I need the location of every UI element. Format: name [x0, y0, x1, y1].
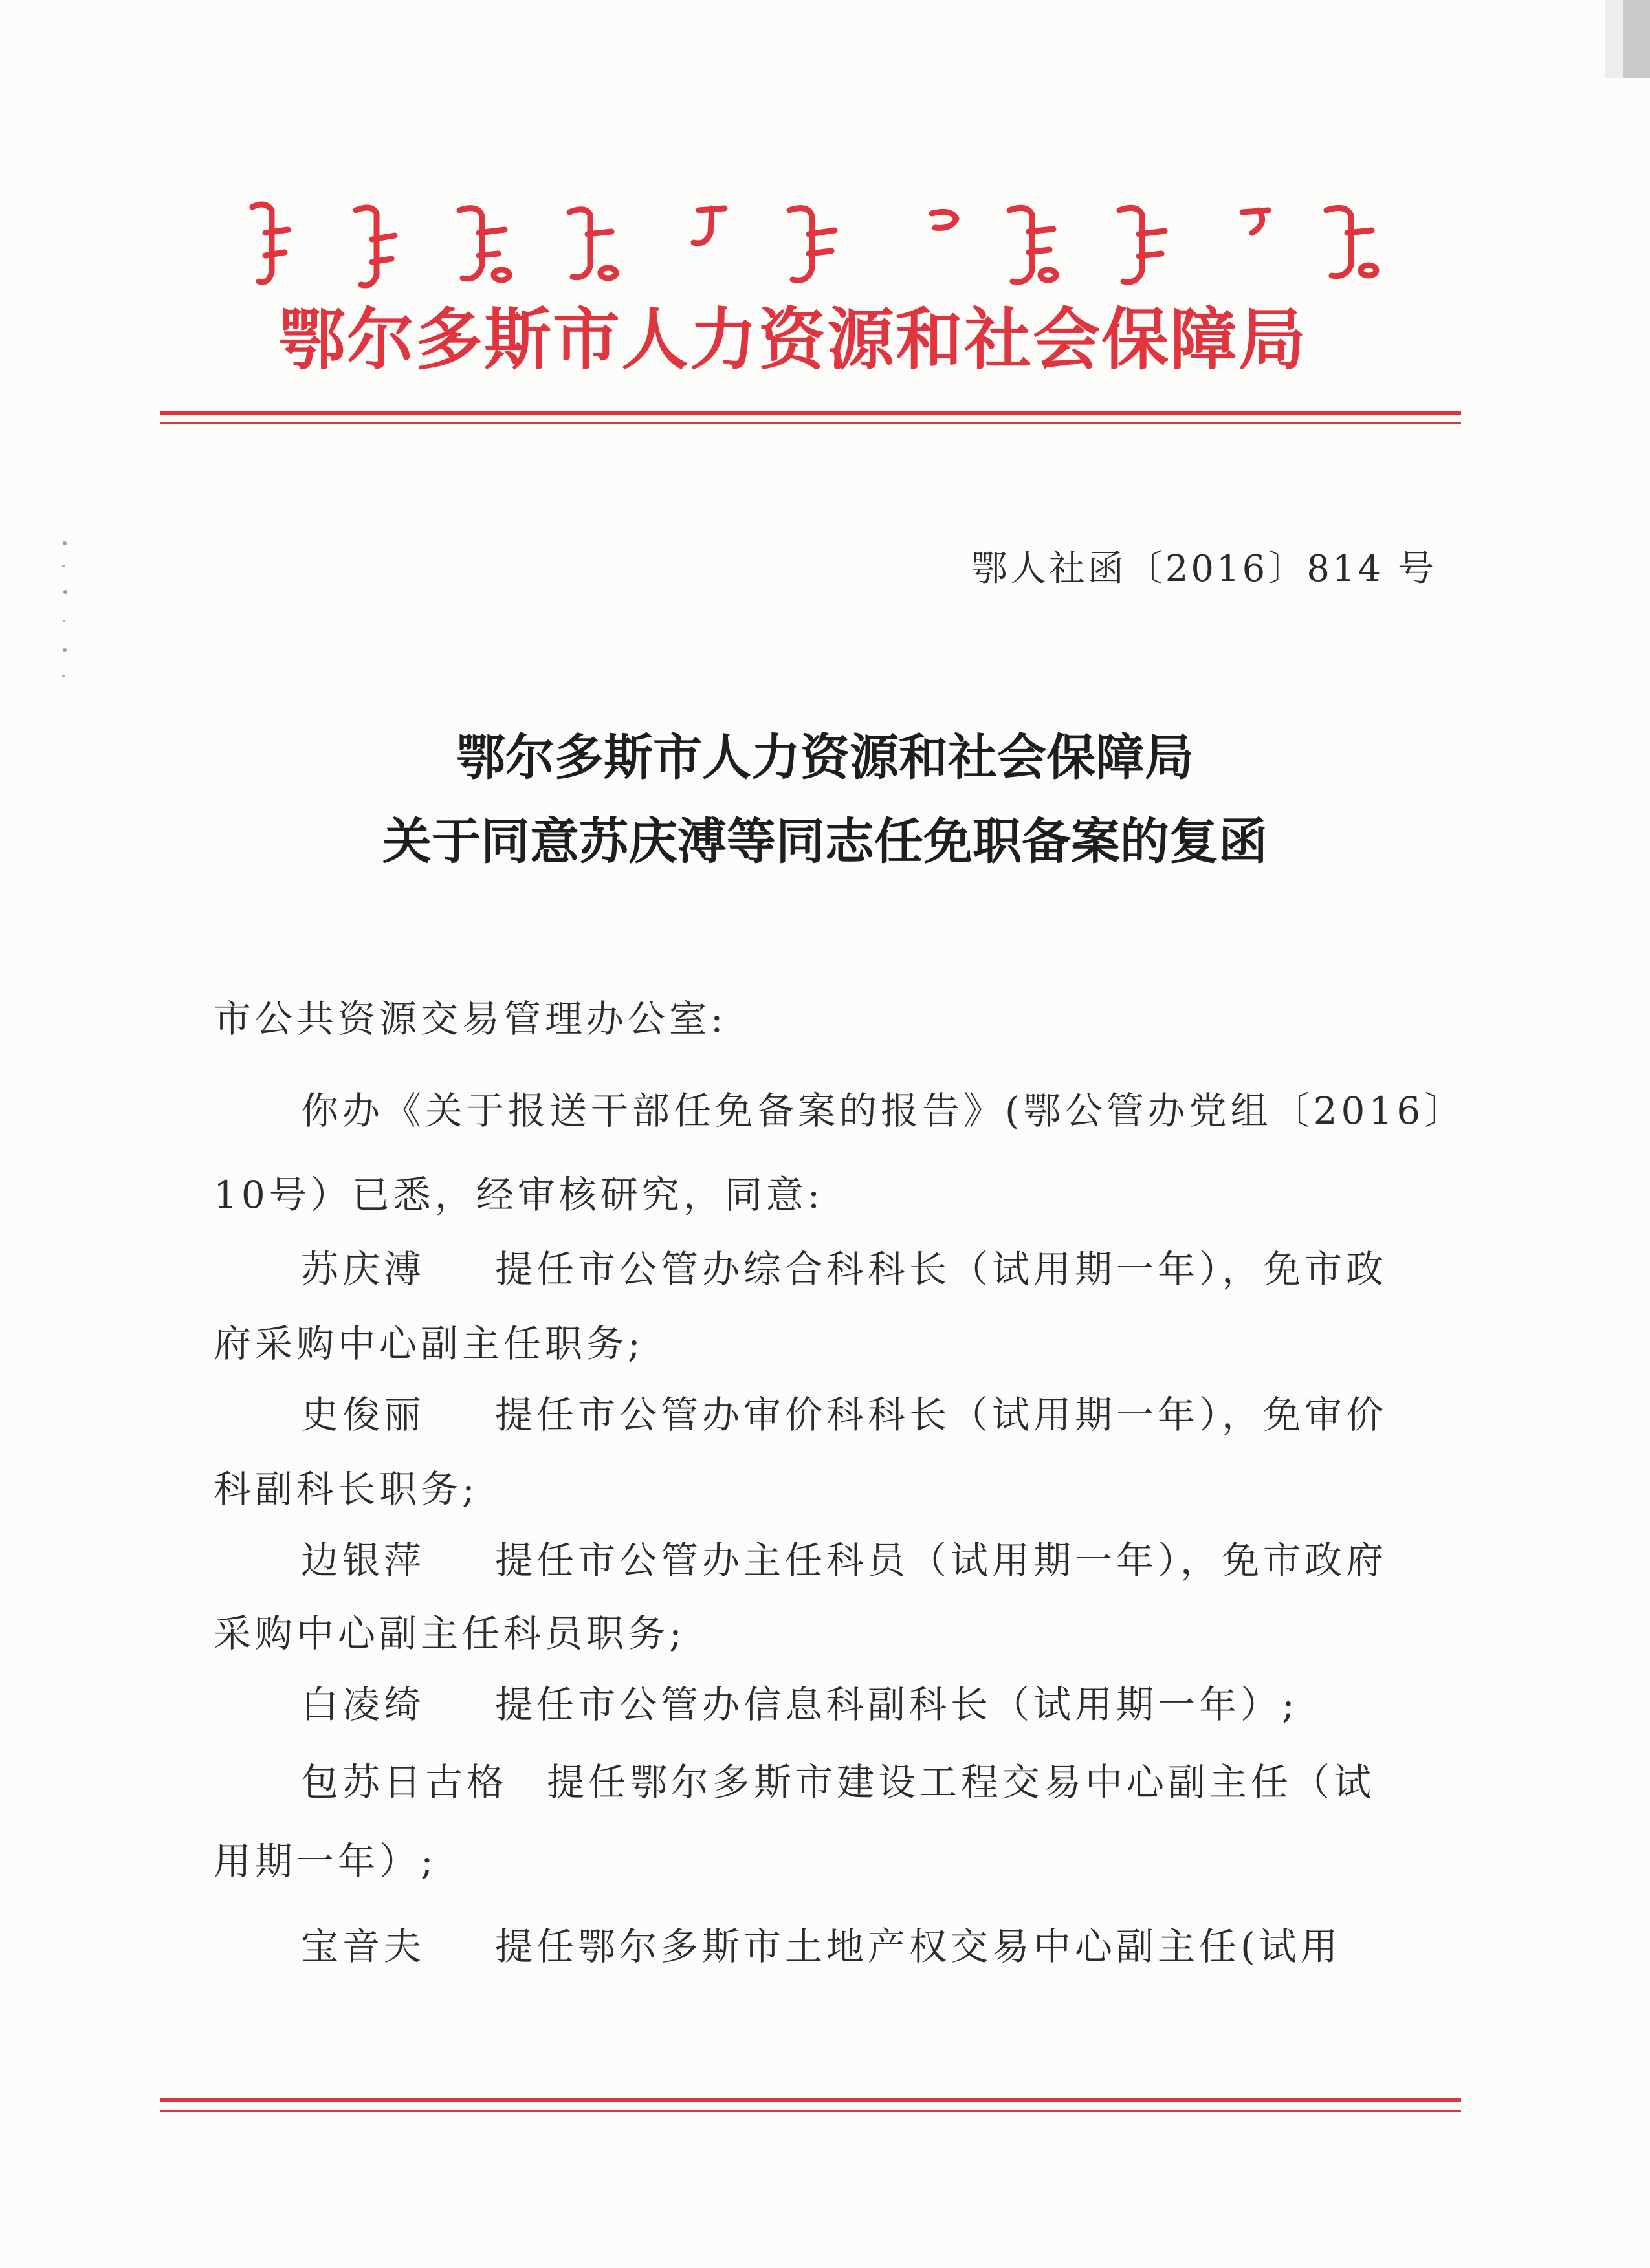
appointment-text-continued: 府采购中心副主任职务; — [214, 1322, 644, 1366]
appointee-name: 白凌绮 — [301, 1683, 426, 1727]
mongolian-script-header — [233, 194, 1411, 298]
document-number: 鄂人社函〔2016〕814 号 — [971, 548, 1436, 590]
document-title-line-1: 鄂尔多斯市人力资源和社会保障局 — [456, 728, 1194, 786]
appointment-text: 提任鄂尔多斯市土地产权交易中心副主任(试用 — [495, 1925, 1342, 1968]
document-title-line-2: 关于同意苏庆溥等同志任免职备案的复函 — [382, 812, 1268, 870]
appointment-text: 提任鄂尔多斯市建设工程交易中心副主任（试 — [547, 1760, 1376, 1804]
agency-header-name: 鄂尔多斯市人力资源和社会保障局 — [278, 300, 1307, 379]
appointment-item — [301, 1239, 1387, 1293]
appointment-item — [301, 1674, 1299, 1728]
appointment-item — [301, 1916, 1342, 1970]
intro-line-2: 10号）已悉，经审核研究，同意: — [214, 1173, 824, 1217]
appointment-item — [301, 1530, 1387, 1584]
appointee-name: 苏庆溥 — [301, 1247, 426, 1291]
appointee-name: 史俊丽 — [301, 1393, 426, 1437]
appointment-item — [301, 1384, 1387, 1439]
header-red-rule-thin — [160, 422, 1461, 424]
scan-edge-mark — [1605, 0, 1650, 78]
header-red-rule — [160, 411, 1461, 415]
appointee-name: 边银萍 — [301, 1538, 426, 1582]
appointment-text-continued: 科副科长职务; — [214, 1467, 479, 1511]
appointment-text-continued: 用期一年）; — [214, 1839, 437, 1883]
appointee-name: 宝音夫 — [301, 1925, 426, 1968]
appointment-text: 提任市公管办审价科科长（试用期一年），免审价 — [495, 1393, 1388, 1437]
appointment-text: 提任市公管办信息科副科长（试用期一年）; — [495, 1683, 1299, 1727]
appointment-text-continued: 采购中心副主任科员职务; — [214, 1611, 686, 1655]
appointment-text: 提任市公管办综合科科长（试用期一年），免市政 — [495, 1247, 1388, 1291]
appointee-name: 包苏日古格 — [301, 1760, 509, 1804]
appointment-text: 提任市公管办主任科员（试用期一年），免市政府 — [495, 1538, 1388, 1582]
intro-line-1: 你办《关于报送干部任免备案的报告》(鄂公管办党组〔2016〕 — [301, 1089, 1466, 1133]
footer-red-rule — [160, 2098, 1461, 2102]
footer-red-rule-thin — [160, 2110, 1461, 2112]
appointment-item — [301, 1752, 1375, 1806]
binding-hole-marks — [55, 530, 74, 686]
recipient: 市公共资源交易管理办公室: — [214, 997, 727, 1041]
